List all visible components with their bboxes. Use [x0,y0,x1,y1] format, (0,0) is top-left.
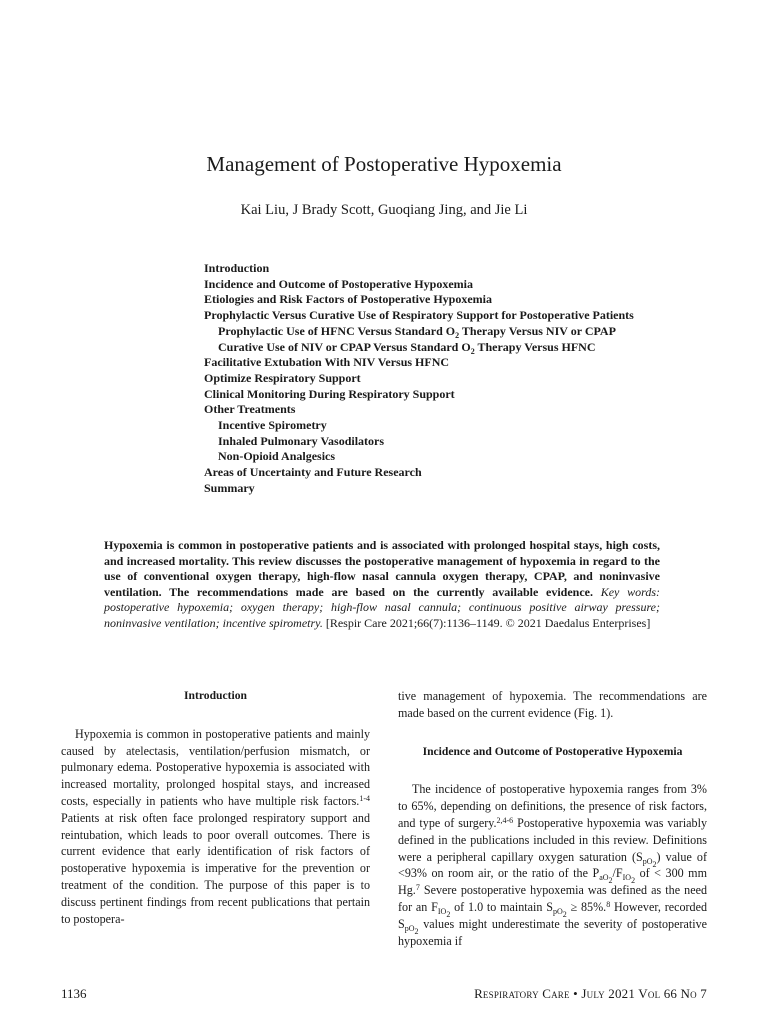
section-heading-incidence: Incidence and Outcome of Postoperative Hypoxemia [422,744,683,758]
reference-superscript: 1-4 [359,793,370,803]
toc-item-optimize: Optimize Respiratory Support [204,370,361,385]
toc-item-clinical-monitoring: Clinical Monitoring During Respiratory Support [204,386,455,401]
toc-item-facilitative: Facilitative Extubation With NIV Versus HFNC [204,355,450,370]
article-title: Management of Postoperative Hypoxemia [206,152,562,176]
journal-info: Respiratory Care • July 2021 Vol 66 No 7 [474,986,707,1001]
incidence-paragraph: The incidence of postoperative hypoxemia ranges from 3% to 65%, depending on definitions, the presence of risk factors, and type of surgery.$^{2,4-6}$ Postoperative hypoxemia was variably defined in the publications included in this review. Definitions were a peripheral capillary oxygen saturation $(S_{pO_2})$ value of <93% on room air, or the ratio of the $P_{aO_2}/F_{IO_2}$ of < 300 mm Hg.$^7$ Severe postoperative hypoxemia was defined as the need for an $F_{IO_2}$ of 1.0 to maintain $S_{pO_2} \ge 85\%.^8$ However, recorded $S_{pO_2}$ values might underestimate the severity of postoperative hypoxemia if [398,782,708,948]
toc-item-uncertainty: Areas of Uncertainty and Future Research [204,465,422,480]
toc-item-prophylactic-vs-curative: Prophylactic Versus Curative Use of Respiratory Support for Postoperative Patients [204,308,634,323]
left-column [61,688,370,927]
author-list: Kai Liu, J Brady Scott, Guoqiang Jing, and Jie Li [240,202,528,218]
continued-paragraph: tive management of hypoxemia. The recommendations are made based on the current evidence (Fig. 1). [398,689,707,720]
table-of-contents [204,261,684,497]
abstract [104,538,660,632]
toc-item-inhaled: Inhaled Pulmonary Vasodilators [218,433,385,448]
reference-superscript: 8 [606,899,611,909]
toc-item-nonopioid: Non-Opioid Analgesics [218,449,336,464]
abstract-keywords: Key words: postoperative hypoxemia; oxygen therapy; high-flow nasal cannula; continuous positive airway pressure; noninvasive ventilation; incentive spirometry. [104,584,660,630]
abstract-text: Hypoxemia is common in postoperative patients and is associated with prolonged hospital stays, high costs, and increased mortality. This review discusses the postoperative management of hypoxemia in regard to the use of conventional oxygen therapy, high-flow nasal cannula oxygen therapy, CPAP, and noninvasive ventilation. The recommendations made are based on the currently available evidence. [104,538,660,599]
reference-superscript: 7 [415,883,420,893]
toc-item-incentive: Incentive Spirometry [218,418,327,433]
toc-item-other-treatments: Other Treatments [204,402,296,417]
section-heading-introduction: Introduction [184,689,247,702]
toc-item-introduction: Introduction [204,261,270,275]
abstract-citation: [Respir Care 2021;66(7):1136–1149. © 2021 Daedalus Enterprises] [325,615,651,630]
right-column [398,688,707,949]
toc-item-curative-niv: Curative Use of NIV or CPAP Versus Standard $O_2$ Therapy Versus HFNC [218,339,596,356]
introduction-paragraph: Hypoxemia is common in postoperative patients and mainly caused by atelectasis, ventilation/perfusion mismatch, or pulmonary edema. Postoperative hypoxemia is associated with increased mortality, prolonged hospital stays, and increased costs, especially in patients who have multiple risk factors.$^{1-4}$ Patients at risk often face prolonged respiratory support and reintubation, which leads to poor overall outcomes. There is current evidence that early identification of risk factors of postoperative hypoxemia is imperative for the prevention or treatment of the condition. The purpose of this paper is to discuss pertinent findings from recent publications that pertain to postopera- [61,726,370,926]
page-number: 1136 [61,986,87,1001]
toc-item-incidence: Incidence and Outcome of Postoperative Hypoxemia [204,276,473,291]
toc-item-summary: Summary [204,480,255,495]
toc-item-prophylactic-hfnc: Prophylactic Use of HFNC Versus Standard $O_2$ Therapy Versus NIV or CPAP [218,323,616,340]
reference-superscript: 2,4-6 [496,815,514,825]
toc-item-etiologies: Etiologies and Risk Factors of Postoperative Hypoxemia [204,292,492,307]
